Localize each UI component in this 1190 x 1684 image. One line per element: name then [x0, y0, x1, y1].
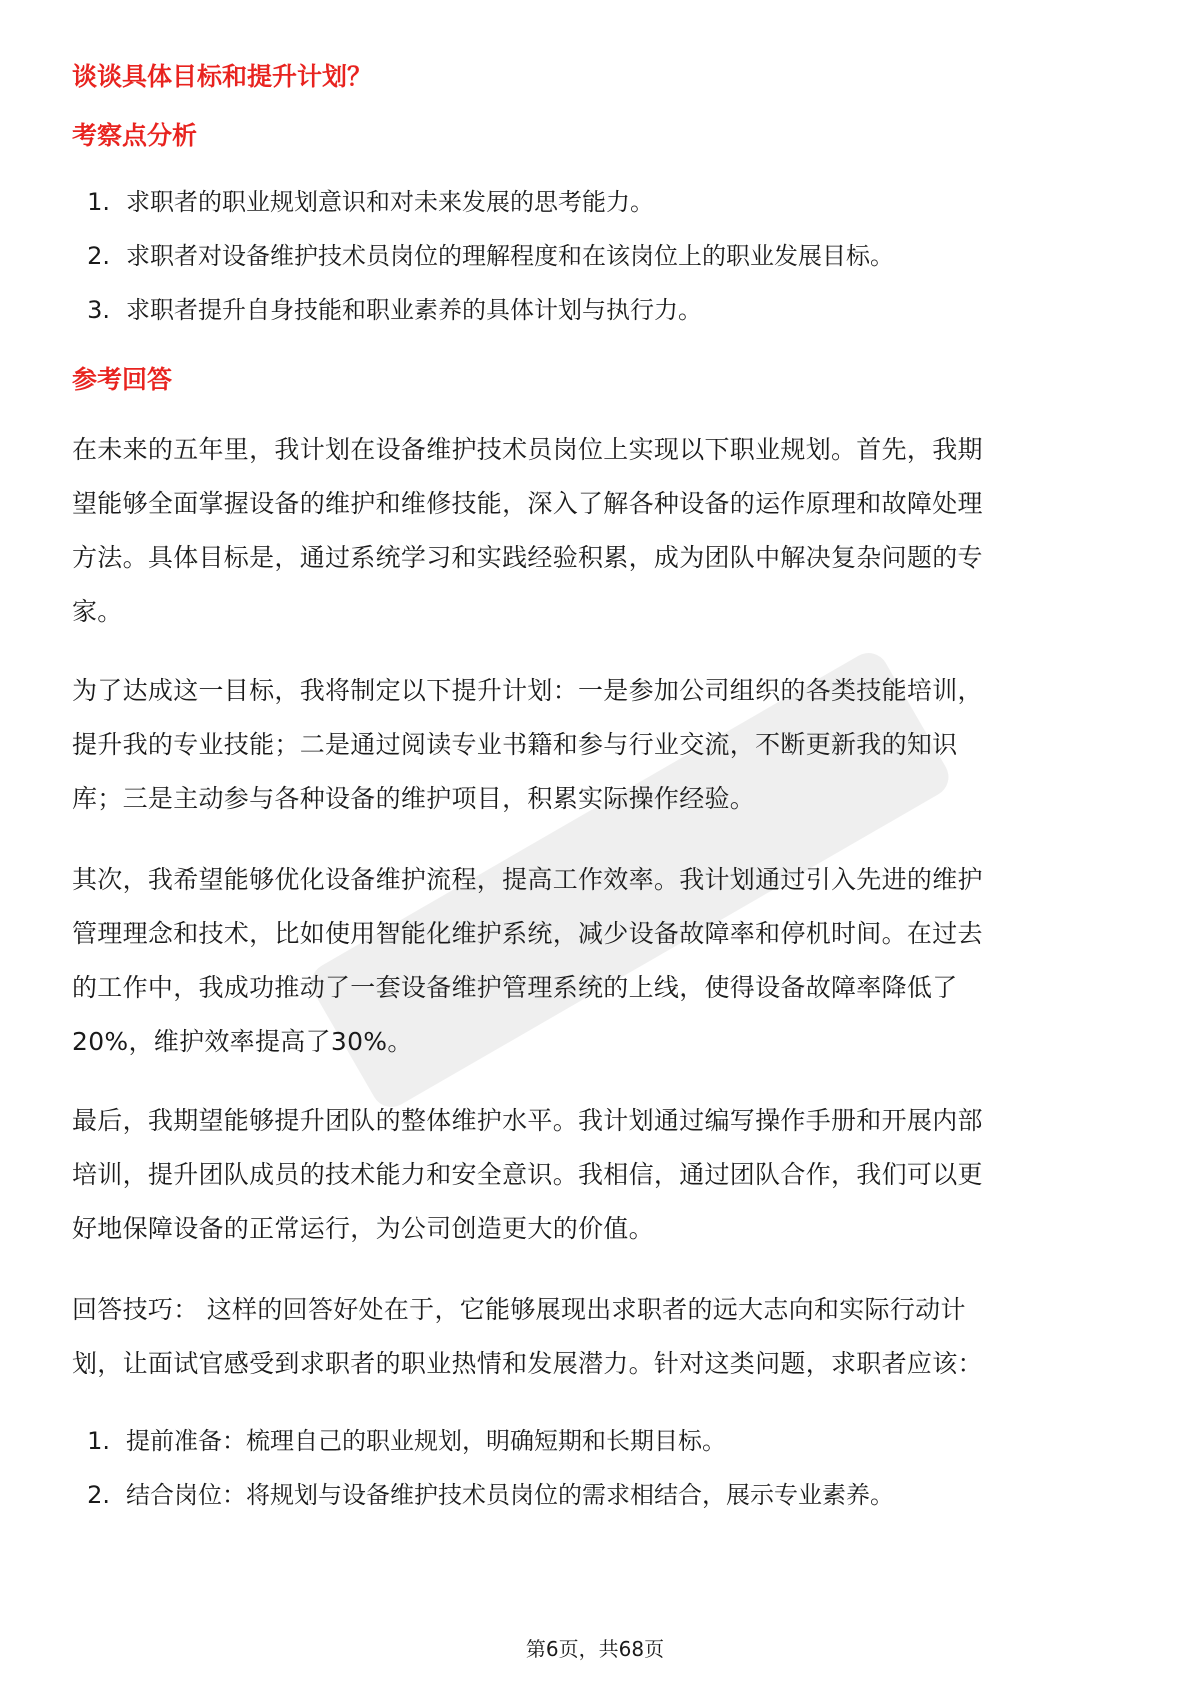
text-line: 的工作中，我成功推动了一套设备维护管理系统的上线，使得设备故障率降低了: [72, 973, 958, 1002]
text-line: 在未来的五年里，我计划在设备维护技术员岗位上实现以下职业规划。首先，我期: [72, 435, 983, 464]
page-number: 第6页，共68页: [525, 1637, 665, 1661]
question-title: [72, 26, 1118, 91]
text-line: 好地保障设备的正常运行，为公司创造更大的价值。: [72, 1214, 654, 1243]
text-line: 管理理念和技术，比如使用智能化维护系统，减少设备故障率和停机时间。在过去: [72, 919, 983, 948]
list-item: 1. 提前准备：梳理自己的职业规划，明确短期和长期目标。: [87, 1427, 726, 1455]
list-item: 2. 求职者对设备维护技术员岗位的理解程度和在该岗位上的职业发展目标。: [87, 242, 894, 270]
text-line: 为了达成这一目标，我将制定以下提升计划：一是参加公司组织的各类技能培训，: [72, 676, 983, 705]
answer-paragraph-2: [72, 662, 1132, 828]
question-line-1: [72, 26, 1118, 48]
question-line-2: 谈谈具体目标和提升计划？: [72, 62, 373, 91]
answer-paragraph-1: [72, 421, 1132, 641]
list-item: 3. 求职者提升自身技能和职业素养的具体计划与执行力。: [87, 296, 702, 324]
list-item: 1. 求职者的职业规划意识和对未来发展的思考能力。: [87, 188, 654, 216]
answer-heading: 参考回答: [72, 365, 173, 394]
answer-tips-paragraph: [72, 1281, 1132, 1393]
text-line: 划，让面试官感受到求职者的职业热情和发展潜力。针对这类问题，求职者应该：: [72, 1349, 983, 1378]
text-line: 培训，提升团队成员的技术能力和安全意识。我相信，通过团队合作，我们可以更: [72, 1160, 983, 1189]
text-line: 望能够全面掌握设备的维护和维修技能，深入了解各种设备的运作原理和故障处理: [72, 489, 983, 518]
text-line: 20%，维护效率提高了30%。: [72, 1027, 413, 1056]
text-line: 库；三是主动参与各种设备的维护项目，积累实际操作经验。: [72, 784, 756, 813]
answer-paragraph-3: [72, 851, 1132, 1071]
list-item: 2. 结合岗位：将规划与设备维护技术员岗位的需求相结合，展示专业素养。: [87, 1481, 894, 1509]
text-line: 家。: [72, 597, 123, 626]
answer-paragraph-4: [72, 1092, 1132, 1258]
analysis-heading: 考察点分析: [72, 121, 198, 150]
text-line: 提升我的专业技能；二是通过阅读专业书籍和参与行业交流，不断更新我的知识: [72, 730, 958, 759]
text-line: 其次，我希望能够优化设备维护流程，提高工作效率。我计划通过引入先进的维护: [72, 865, 983, 894]
text-line: 最后，我期望能够提升团队的整体维护水平。我计划通过编写操作手册和开展内部: [72, 1106, 983, 1135]
text-line: 回答技巧： 这样的回答好处在于，它能够展现出求职者的远大志向和实际行动计: [72, 1295, 966, 1324]
text-line: 方法。具体目标是，通过系统学习和实践经验积累，成为团队中解决复杂问题的专: [72, 543, 983, 572]
